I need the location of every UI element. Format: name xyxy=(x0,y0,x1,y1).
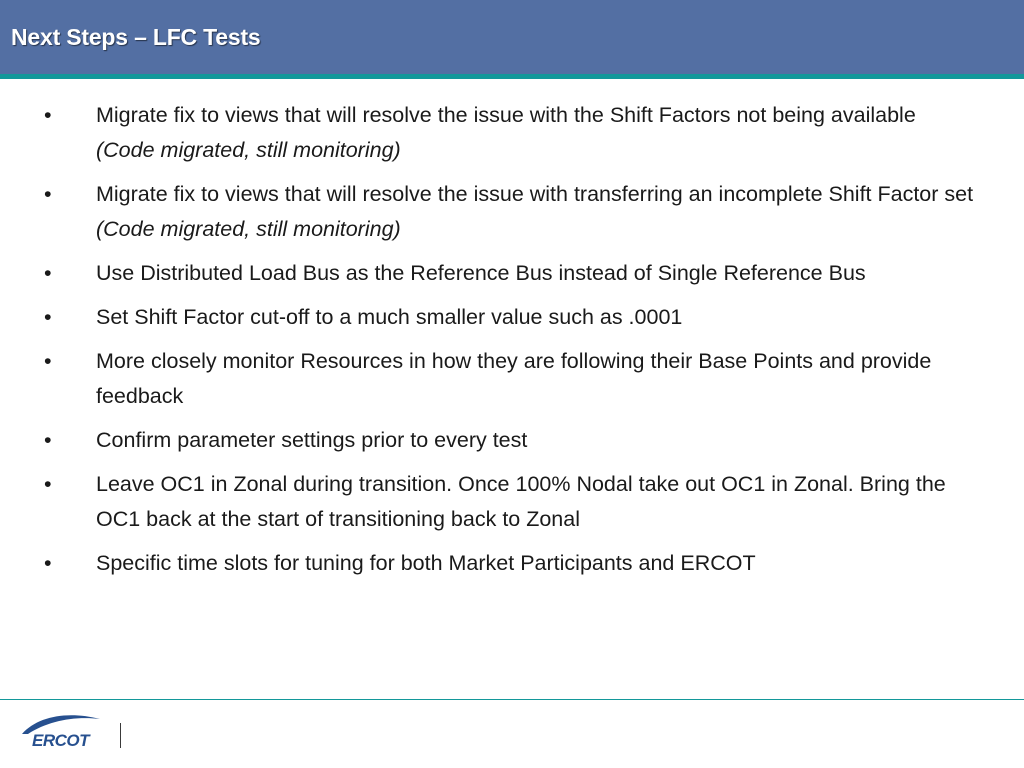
bullet-item xyxy=(0,423,1024,458)
bullet-list xyxy=(0,98,1024,590)
bullet-item xyxy=(0,177,1024,247)
bullet-icon: • xyxy=(44,472,52,496)
bullet-text: Set Shift Factor cut-off to a much smaller value such as .0001 xyxy=(96,305,683,329)
slide-title: Next Steps – LFC Tests xyxy=(11,24,261,50)
bullet-icon: • xyxy=(44,428,52,452)
bullet-text: Confirm parameter settings prior to every test xyxy=(96,428,528,452)
ercot-logo xyxy=(20,712,104,752)
bullet-item xyxy=(0,98,1024,168)
footer-separator xyxy=(120,723,121,748)
bullet-item xyxy=(0,467,1024,537)
bullet-icon: • xyxy=(44,349,52,373)
bullet-icon: • xyxy=(44,305,52,329)
title-accent-stripe xyxy=(0,74,1024,79)
title-bar xyxy=(0,0,1024,74)
bullet-item xyxy=(0,300,1024,335)
bullet-text: Migrate fix to views that will resolve the issue with the Shift Factors not being available xyxy=(96,103,916,127)
bullet-text: Specific time slots for tuning for both Market Participants and ERCOT xyxy=(96,551,756,575)
bullet-text: Migrate fix to views that will resolve the issue with transferring an incomplete Shift Factor set xyxy=(96,182,974,206)
bullet-icon: • xyxy=(44,551,52,575)
bullet-note: (Code migrated, still monitoring) xyxy=(96,217,401,241)
bullet-text: Use Distributed Load Bus as the Reference Bus instead of Single Reference Bus xyxy=(96,261,866,285)
bullet-note: (Code migrated, still monitoring) xyxy=(96,138,401,162)
bullet-item xyxy=(0,344,1024,414)
footer-divider-line xyxy=(0,699,1024,700)
bullet-text: Leave OC1 in Zonal during transition. Once 100% Nodal take out OC1 in Zonal. Bring the OC1 back at the start of transitioning back to Zonal xyxy=(96,472,946,531)
bullet-item xyxy=(0,256,1024,291)
bullet-text: More closely monitor Resources in how they are following their Base Points and provide feedback xyxy=(96,349,932,408)
bullet-item xyxy=(0,546,1024,581)
logo-wordmark: ERCOT xyxy=(32,731,89,750)
bullet-icon: • xyxy=(44,182,52,206)
bullet-icon: • xyxy=(44,103,52,127)
bullet-icon: • xyxy=(44,261,52,285)
